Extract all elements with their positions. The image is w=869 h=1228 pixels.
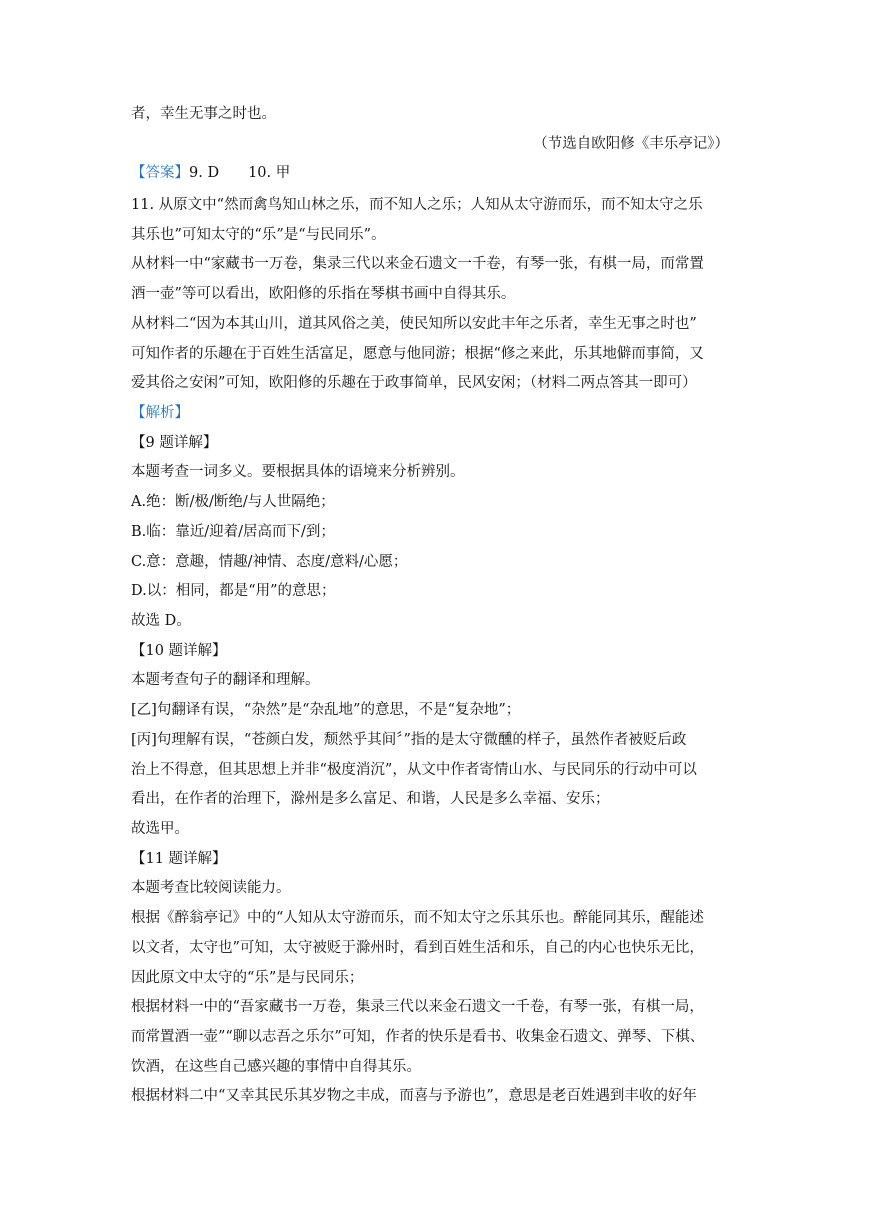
text-line: 以文者，太守也”可知，太守被贬于滁州时，看到百姓生活和乐，自己的内心也快乐无比，	[131, 940, 704, 956]
text-line: [乙]句翻译有误，“杂然”是“杂乱地”的意思，不是“复杂地”；	[131, 702, 521, 718]
text-line: 本题考查句子的翻译和理解。	[131, 672, 320, 688]
text-line: 故选 D。	[131, 613, 191, 629]
text-line: 而常置酒一壶”“聊以志吾之乐尔”可知，作者的快乐是看书、收集金石遗文、弹琴、下棋、	[131, 1029, 705, 1045]
text-line: 根据材料二中“又幸其民乐其岁物之丰成，而喜与予游也”，意思是老百姓遇到丰收的好年	[131, 1088, 697, 1104]
answer-line: 【答案】9. D 10. 甲	[131, 165, 291, 181]
text-line: 11. 从原文中“然而禽鸟知山林之乐，而不知人之乐；人知从太守游而乐，而不知太守之乐	[131, 197, 703, 213]
section-heading: 【10 题详解】	[131, 643, 227, 659]
answer-tag: 【答案】	[131, 165, 189, 181]
text-line: 其乐也”可知太守的“乐”是“与民同乐”。	[131, 227, 386, 243]
text-line: D.以：相同，都是“用”的意思；	[131, 583, 336, 599]
analysis-tag: 【解析】	[131, 405, 189, 421]
text-line: 酒一壶”等可以看出，欧阳修的乐指在琴棋书画中自得其乐。	[131, 286, 516, 302]
section-heading: 【9 题详解】	[131, 435, 218, 451]
text-line: C.意：意趣，情趣/神情、态度/意料/心愿；	[131, 554, 408, 570]
source-citation: （节选自欧阳修《丰乐亭记》）	[533, 136, 729, 152]
text-line: A.绝：断/极/断绝/与人世隔绝；	[131, 494, 335, 510]
text-line: 看出，在作者的治理下，滁州是多么富足、和谐，人民是多么幸福、安乐；	[131, 791, 610, 807]
text-line: 根据材料一中的“吾家藏书一万卷，集录三代以来金石遗文一千卷，有琴一张，有棋一局，	[131, 999, 704, 1015]
text-line: 从材料二“因为本其山川，道其风俗之美，使民知所以安此丰年之乐者，幸生无事之时也”	[131, 316, 697, 332]
text-line: 根据《醉翁亭记》中的“人知从太守游而乐，而不知太守之乐其乐也。醉能同其乐，醒能述	[131, 910, 704, 926]
analysis-line	[131, 403, 741, 423]
text-line: 治上不得意，但其思想上并非“极度消沉”，从文中作者寄情山水、与民同乐的行动中可以	[131, 762, 697, 778]
text-line: 爱其俗之安闲”可知，欧阳修的乐趣在于政事简单，民风安闲；（材料二两点答其一即可）	[131, 375, 697, 391]
text-line: B.临：靠近/迎着/居高而下/到；	[131, 524, 335, 540]
text-line: 从材料一中“家藏书一万卷，集录三代以来金石遗文一千卷，有琴一张，有棋一局，而常置	[131, 256, 704, 272]
text-line: 者，幸生无事之时也。	[131, 106, 276, 122]
text-line: 故选甲。	[131, 821, 189, 837]
section-heading: 【11 题详解】	[131, 851, 227, 867]
text-line: 本题考查比较阅读能力。	[131, 880, 291, 896]
text-line: 因此原文中太守的“乐”是与民同乐；	[131, 970, 364, 986]
text-line: 可知作者的乐趣在于百姓生活富足，愿意与他同游；根据“修之来此，乐其地僻而事简，又	[131, 346, 704, 362]
text-line: [丙]句理解有误，“苍颜白发，颓然乎其间〞”指的是太守微醺的样子，虽然作者被贬后政	[131, 732, 687, 748]
text-line: 本题考查一词多义。要根据具体的语境来分析辨别。	[131, 464, 465, 480]
text-line: 饮酒，在这些自己感兴趣的事情中自得其乐。	[131, 1059, 421, 1075]
